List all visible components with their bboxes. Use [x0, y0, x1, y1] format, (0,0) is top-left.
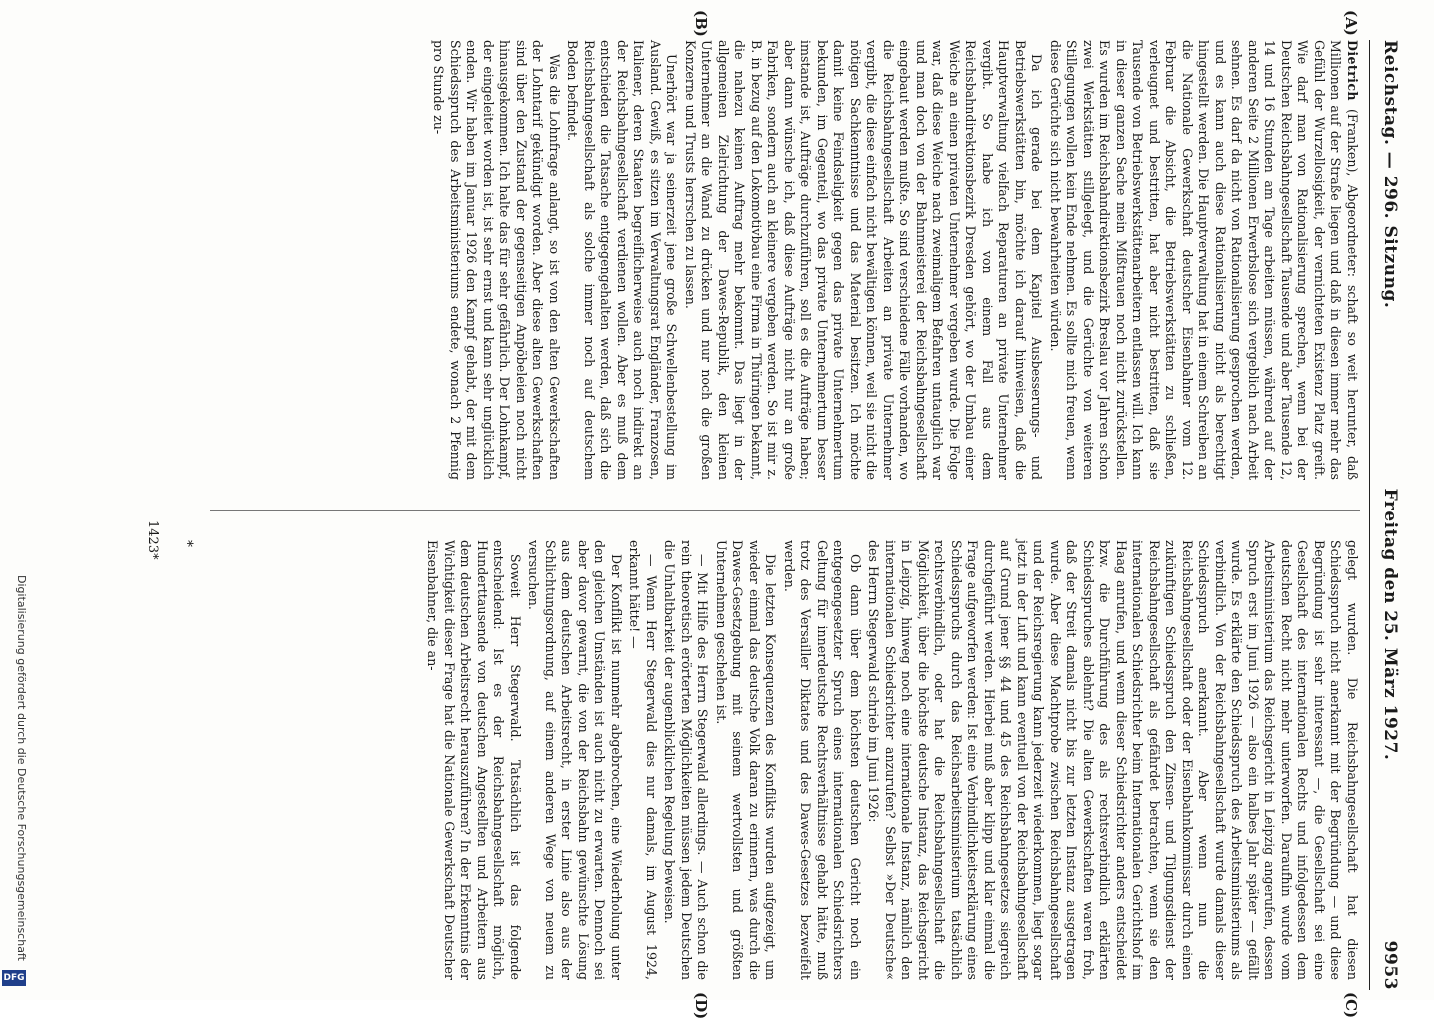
paragraph: Soweit Herr Stegerwald. Tatsächlich ist das folgende entscheidend: Ist es der Reichsbahngesellschaft möglich, Hunderttausende von deutschen Angestellten und Arbeitern aus dem deutschen Arbeitsrecht herauszuführen? In der Erkenntnis der Wichtigkeit dieser Frage hat die Nationale Gewerkschaft Deutscher Eisenbahner, die an-: [425, 540, 523, 980]
page-number: 9953: [1380, 940, 1400, 990]
paragraph: Der Konflikt ist nunmehr abgebrochen, eine Wiederholung unter den gleichen Umständen ist auch nicht zu erwarten. Dennoch sei aber davor gewarnt, die von der Reichsbahn gewünschte Lösung aus dem deutschen Arbeitsrecht, in erster Linie also aus der Schlichtungsordnung, auf einem anderen Wege von neuem zu versuchen.: [526, 540, 624, 980]
left-column: [428, 40, 1360, 480]
speaker-name: Dietrich: [1345, 40, 1360, 101]
quote-paragraph: Ob dann über dem höchsten deutschen Gericht noch ein entgegengesetzter Spruch eines internationalen Schiedsrichters Geltung für innerdeutsche Rechtsverhältnisse gehabt hätte, muß trotz des Versailler Diktates und des Dawes-Gesetzes bezweifelt werden.: [782, 540, 863, 980]
footer-mark: *: [179, 540, 195, 547]
rotated-page-content: [110, 10, 1410, 1019]
header-left: Reichstag. — 296. Sitzung.: [1380, 40, 1400, 309]
paragraph: Was die Lohnfrage anlangt, so ist von den alten Gewerkschaften der Lohntarif gekündigt worden. Aber diese alten Gewerkschaften sind über den Zustand der gegenseitigen Anpöbeleien noch nicht hinausgekommen. Ich halte das für sehr gefährlich. Der Lohnkampf, der eingeleitet worden ist, ist sehr ernst und kann sehr unglücklich enden. Wir haben im Januar 1926 den Kampf gehabt, der mit dem Schiedsspruch des Arbeitsministeriums endete, wonach 2 Pfennig pro Stunde zu-: [431, 40, 562, 480]
paragraph: — Wenn Herr Stegerwald dies nur damals, im August 1924, erkannt hätte! —: [627, 540, 659, 980]
margin-marker-a: (A): [1342, 10, 1360, 36]
dfg-logo-text: DFG: [3, 973, 25, 983]
right-column: [422, 540, 1360, 980]
paragraph: gelegt wurden. Die Reichsbahngesellschaft hat diesen Schiedsspruch nicht anerkannt mit der Begründung — und diese Begründung ist sehr interessant —, die Gesellschaft sei eine Gesellschaft des internationalen Rechts und infolgedessen dem deutschen Recht nicht mehr unterworfen. Daraufhin wurde vom Arbeitsministerium das Reichsgericht in Leipzig angerufen, dessen Spruch erst im Juni 1926 — also ein halbes Jahr später — gefällt wurde. Es erklärte den Schiedsspruch des Arbeitsministeriums als verbindlich. Von der Reichsbahngesellschaft wurde damals dieser Schiedsspruch anerkannt. Aber wenn nun die Reichsbahngesellschaft oder der Eisenbahnkommissar durch einen zukünftigen Schiedsspruch den Zinsen- und Tilgungsdienst der Reichsbahngesellschaft als gefährdet betrachten, wenn sie den internationalen Schiedsrichter beim Internationalen Gerichtshof im Haag anrufen, und wenn dieser Schiedsrichter anders entscheidet bzw. die Durchführung des als rechtsverbindlich erklärten Schiedsspruches ablehnt? Die alten Gewerkschaften waren froh, daß der Streit damals nicht bis zur letzten Instanz ausgetragen wurde. Aber diese Machtprobe zwischen Reichsbahngesellschaft und der Reichsregierung kann jederzeit wiederkommen, liegt sogar jetzt in der Luft und kann eventuell von der Reichsbahngesellschaft auf Grund jener §§ 44 und 45 des Reichsbahngesetzes siegreich durchgeführt werden. Hierbei muß aber klipp und klar einmal die Frage aufgeworfen werden: Ist eine Verbindlichkeitserklärung eines Schiedsspruchs durch das Reichsarbeitsministerium tatsächlich rechtsverbindlich, oder hat die Reichsbahngesellschaft die Möglichkeit, über die höchste deutsche Instanz, das Reichsgericht in Leipzig, hinweg noch eine internationale Instanz, nämlich den internationalen Schiedsrichter anzurufen? Selbst »Der Deutsche« des Herrn Stegerwald schrieb im Juni 1926:: [866, 540, 1360, 980]
paragraph: — Mit Hilfe des Herrn Stegerwald allerdings. — Auch schon die rein theoretisch erörterten Möglichkeiten müssen jedem Deutschen die Unhaltbarkeit der augenblicklichen Regelung beweisen.: [662, 540, 711, 980]
footer-page-number: 1423*: [145, 520, 160, 560]
paragraph: Da ich gerade bei dem Kapitel Ausbesserungs- und Betriebswerkstätten bin, möchte ich darauf hinweisen, daß die Hauptverwaltung vielfach Reparaturen an private Unternehmer vergibt. So habe ich von einem Fall aus dem Reichsbahndirektionsbezirk Dresden gehört, wo der Umbau einer Weiche an einen privaten Unternehmer vergeben wurde. Die Folge war, daß diese Weiche nach zweimaligem Befahren untauglich war und man doch von der Bahnmeisterei der Reichsbahngesellschaft eingebaut werden mußte. So sind verschiedene Fälle vorhanden, wo die Reichsbahngesellschaft Arbeiten an private Unternehmer vergibt, die diese einfach nicht bewältigen können, weil sie nicht die nötigen Sachkenntnisse und das Material besitzen. Ich möchte damit keine Feindseligkeit gegen das private Unternehmertum bekunden, im Gegenteil, wo das private Unternehmertum besser imstande ist, Aufträge durchzuführen, soll es die Aufträge haben; aber dann wünsche ich, daß diese Aufträge nicht nur an große Fabriken, sondern auch an kleinere vergeben werden. So ist mir z. B. in bezug auf den Lokomotivbau eine Firma in Thüringen bekannt, die nahezu keinen Auftrag mehr bekommt. Das liegt in der allgemeinen Zielrichtung der Dawes-Republik, den kleinen Unternehmer an die Wand zu drücken und nur noch die großen Konzerne und Trusts herrschen zu lassen.: [683, 40, 1045, 480]
funding-note: [14, 575, 28, 1005]
funding-note-text: Digitalisierung gefördert durch die Deutsche Forschungsgemeinschaft: [15, 575, 28, 961]
column-divider: [210, 510, 1360, 511]
speaker-suffix: (Franken), Abgeordneter:: [1345, 108, 1360, 277]
header-right: Freitag den 25. März 1927.: [1380, 488, 1400, 761]
paragraph: Unerhört war ja seinerzeit jene große Schwellenbestellung im Ausland. Gewiß, es sitzen im Verwaltungsrat Engländer, Franzosen, Italiener, deren Staaten begreiflicherweise auch noch indirekt an der Reichsbahngesellschaft verdienen wollen. Aber es muß dem entschieden die Tatsache entgegengehalten werden, daß sich die Reichsbahngesellschaft als solche immer noch auf deutschem Boden befindet.: [565, 40, 680, 480]
page-header: [1369, 40, 1410, 990]
quote-paragraph: Die letzten Konsequenzen des Konflikts wurden aufgezeigt, um wieder einmal das deutsche Volk daran zu erinnern, was durch die Dawes-Gesetzgebung mit seinem wertvollsten und größten Unternehmen geschehen ist.: [714, 540, 779, 980]
paragraph: schaft so weit herunter, daß Millionen auf der Straße liegen und daß in diesen immer mehr das Gefühl der Wurzellosigkeit, der vernichteten Existenz Platz greift. Wie darf man von Rationalisierung sprechen, wenn bei der Deutschen Reichsbahngesellschaft Tausende und aber Tausende 12, 14 und 16 Stunden am Tage arbeiten müssen, während auf der anderen Seite 2 Millionen Erwerbslose sich vergeblich nach Arbeit sehnen. Es darf da nicht von Rationalisierung gesprochen werden, und es kann auch diese Rationalisierung nicht als berechtigt hingestellt werden. Die Hauptverwaltung hat in einem Schreiben an die Nationale Gewerkschaft deutscher Eisenbahner vom 12. Februar die Absicht, die Betriebswerkstätten zu schließen, verleugnet und bestritten, hat aber nicht bestritten, daß sie Tausende von Betriebswerkstättenarbeitern entlassen will. Ich kann in dieser ganzen Sache mein Mißtrauen noch nicht zurückstellen. Es wurden im Reichsbahndirektionsbezirk Breslau vor Jahren schon zwei Werkstätten stillgelegt, und die Gerüchte von weiteren Stillegungen wollen kein Ende nehmen. Es sollte mich freuen, wenn diese Gerüchte sich nicht bewahrheiten würden.: [1048, 40, 1360, 480]
margin-marker-b: (B): [692, 10, 710, 37]
margin-marker-c: (C): [1342, 992, 1360, 1019]
margin-marker-d: (D): [692, 992, 710, 1019]
dfg-logo: [2, 970, 26, 986]
